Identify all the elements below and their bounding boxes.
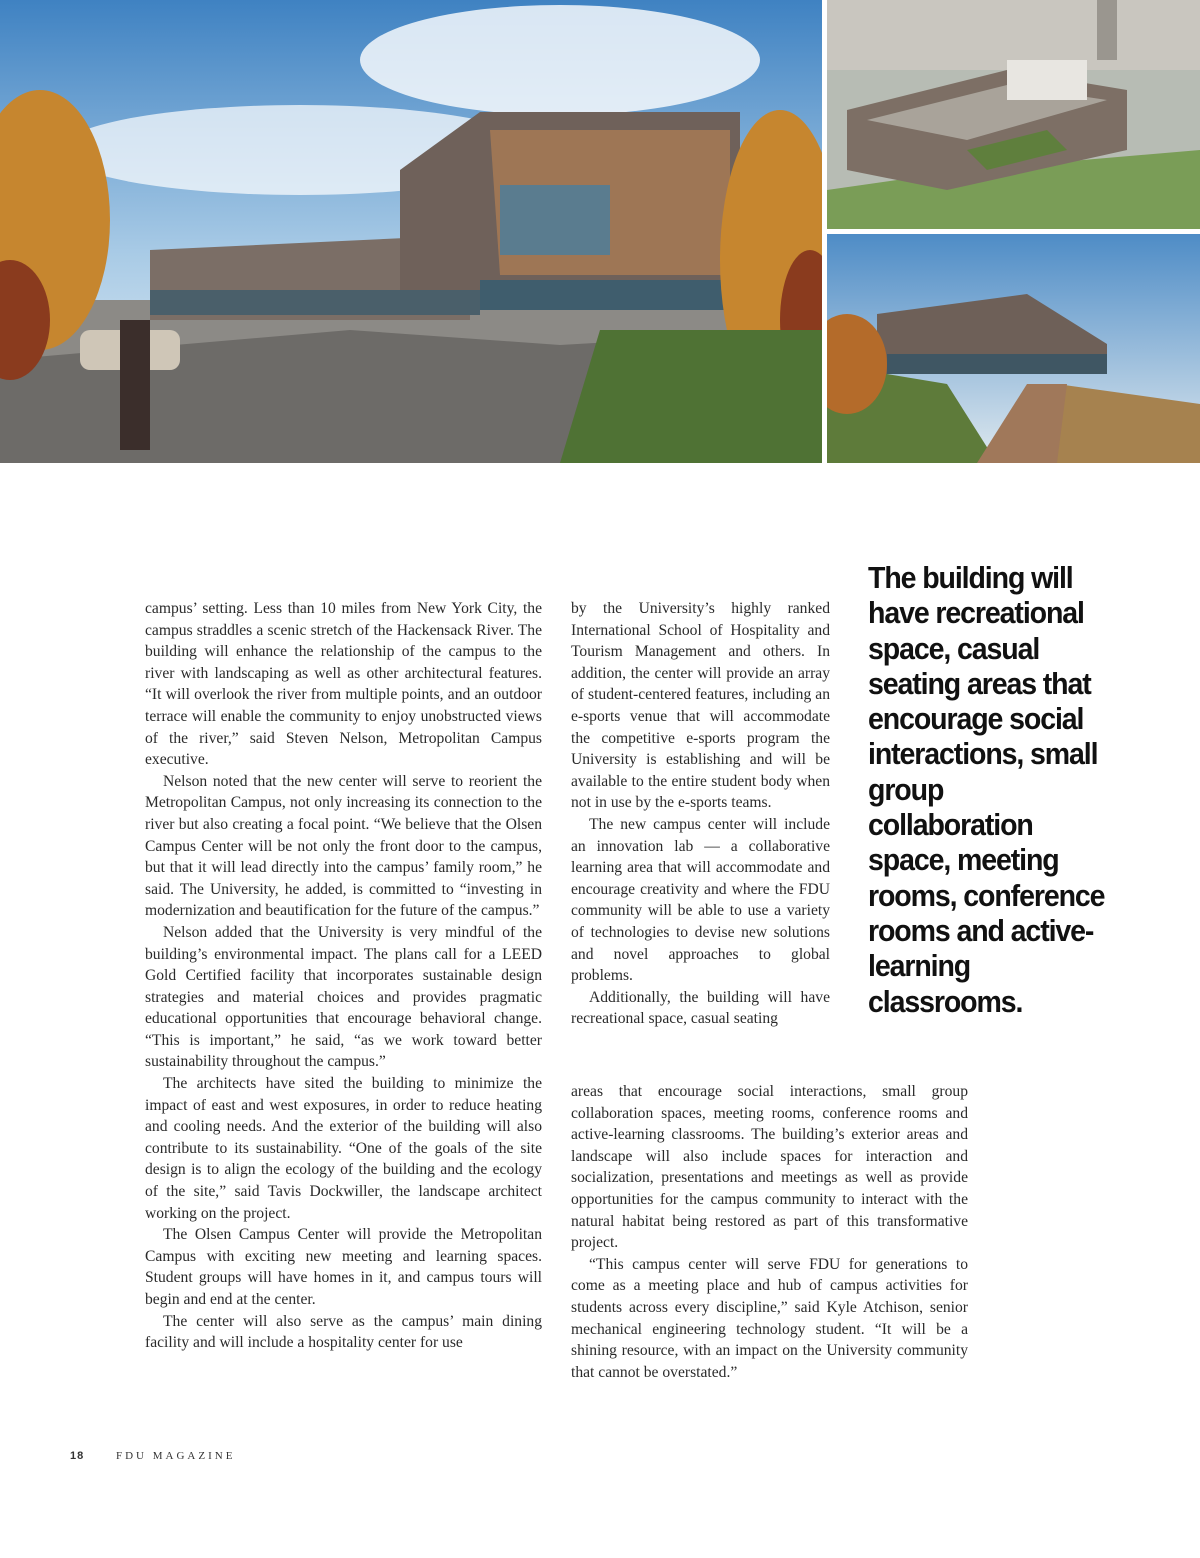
paragraph: The Olsen Campus Center will provide the Metropolitan Campus with exciting new meeting and learning spaces. Student groups will have homes in it, and campus tours will begin and end at the center. — [145, 1226, 542, 1308]
paragraph: Additionally, the building will have recreational space, casual seating — [571, 988, 830, 1028]
paragraph: areas that encourage social interactions, small group collaboration spaces, meeting rooms, conference rooms and active-learning classrooms. The building’s exterior areas and landscape will also include spaces for interaction and socialization, presentations and meetings as well as provide opportunities for the campus community to interact with the natural habitat being restored as part of this transformative project. — [571, 1083, 968, 1252]
main-rendering-art — [0, 0, 822, 463]
paragraph: by the University’s highly ranked International School of Hospitality and Tourism Management and others. In addition, the center will provide an array of student-centered features, including an e-sports venue that will accommodate the competitive e-sports program the University is establishing and will be available to the entire student body when not in use by the e-sports teams. — [571, 600, 830, 812]
article-column-1 — [145, 598, 542, 1354]
main-building-rendering — [0, 0, 822, 463]
paragraph: “This campus center will serve FDU for generations to come as a meeting place and hub of campus activities for students across every discipline,” said Kyle Atchison, senior mechanical engineering technology student. “It will be a shining resource, with an impact on the University community that cannot be overstated.” — [571, 1255, 968, 1381]
paragraph: campus’ setting. Less than 10 miles from New York City, the campus straddles a scenic stretch of the Hackensack River. The building will enhance the relationship of the campus to the river with landscaping as well as other architectural features. “It will overlook the river from multiple points, and an outdoor terrace will enable the community to enjoy unobstructed views of the river,” said Steven Nelson, Metropolitan Campus executive. — [145, 600, 542, 769]
article-column-2 — [571, 598, 830, 1030]
aerial-rendering-art — [827, 0, 1200, 229]
article-column-3 — [571, 1081, 968, 1383]
pull-quote: The building will have recreational space, casual seating areas that encourage social interactions, small group collaboration space, meeting rooms, conference rooms and active-learning classrooms. — [868, 560, 1105, 1019]
terrace-rendering-art — [827, 234, 1200, 463]
paragraph: The new campus center will include an innovation lab — a collaborative learning area that will accommodate and encourage creativity and where the FDU community will be able to use a variety of technologies to devise new solutions and novel approaches to global problems. — [571, 815, 830, 985]
paragraph: Nelson added that the University is very mindful of the building’s environmental impact. The plans call for a LEED Gold Certified facility that incorporates sustainable design strategies and material choices and provides pragmatic educational opportunities that encourage behavioral change. “This is important,” he said, “as we work toward better sustainability throughout the campus.” — [145, 923, 542, 1071]
paragraph: The architects have sited the building to minimize the impact of east and west exposures, in order to reduce heating and cooling needs. And the exterior of the building will also contribute to its sustainability. “One of the goals of the site design is to align the ecology of the building and the ecology of the site,” said Tavis Dockwiller, the landscape architect working on the project. — [145, 1075, 542, 1222]
terrace-rendering — [827, 234, 1200, 463]
magazine-name: FDU MAGAZINE — [116, 1450, 236, 1462]
folio — [70, 1450, 235, 1462]
page-number: 18 — [70, 1450, 85, 1462]
paragraph: Nelson noted that the new center will serve to reorient the Metropolitan Campus, not only increasing its connection to the river but also creating a focal point. “We believe that the Olsen Campus Center will be not only the front door to the campus, but that it will lead directly into the campus’ family room,” he said. The University, he added, is committed to “investing in modernization and beautification for the future of the campus.” — [145, 772, 542, 920]
paragraph: The center will also serve as the campus’ main dining facility and will include a hospitality center for use — [145, 1312, 542, 1352]
aerial-rendering — [827, 0, 1200, 229]
